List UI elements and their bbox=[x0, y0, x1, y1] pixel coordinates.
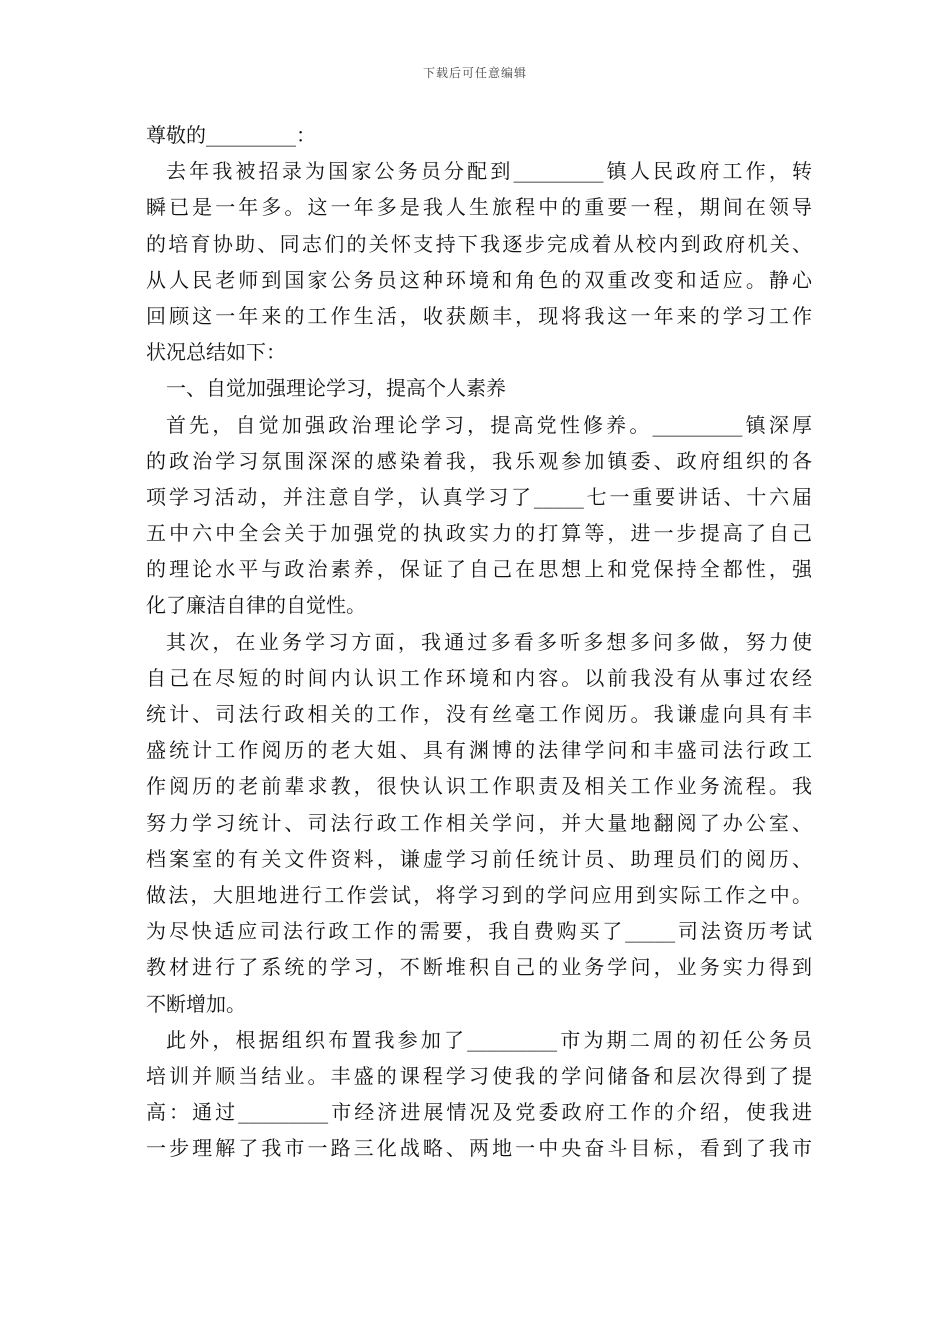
document-line: 的政治学习氛围深深的感染着我，我乐观参加镇委、政府组织的各 bbox=[146, 448, 812, 473]
document-line: 一、自觉加强理论学习，提高个人素养 bbox=[166, 376, 506, 401]
document-line: 高：通过_________市经济进展情况及党委政府工作的介绍，使我进 bbox=[146, 1100, 812, 1125]
document-line: 教材进行了系统的学习，不断堆积自己的业务学问，业务实力得到 bbox=[146, 955, 812, 980]
page-header-note: 下载后可任意编辑 bbox=[422, 66, 527, 80]
document-line: 的培育协助、同志们的关怀支持下我逐步完成着从校内到政府机关、 bbox=[146, 231, 812, 256]
document-line: 一步理解了我市一路三化战略、两地一中央奋斗目标，看到了我市 bbox=[146, 1136, 812, 1161]
document-line: 其次，在业务学习方面，我通过多看多听多想多问多做，努力使 bbox=[166, 629, 812, 654]
document-line: 化了廉洁自律的自觉性。 bbox=[146, 593, 366, 618]
document-line: 从人民老师到国家公务员这种环境和角色的双重改变和适应。静心 bbox=[146, 267, 812, 292]
document-line: 不断增加。 bbox=[146, 991, 246, 1016]
document-line: 回顾这一年来的工作生活，收获颇丰，现将我这一年来的学习工作 bbox=[146, 303, 812, 328]
document-line: 首先，自觉加强政治理论学习，提高党性修养。_________镇深厚 bbox=[166, 412, 812, 437]
document-line: 统计、司法行政相关的工作，没有丝毫工作阅历。我谦虚向具有丰 bbox=[146, 702, 812, 726]
document-line: 培训并顺当结业。丰盛的课程学习使我的学问储备和层次得到了提 bbox=[146, 1063, 812, 1088]
document-line: 为尽快适应司法行政工作的需要，我自费购买了_____司法资历考试 bbox=[146, 919, 812, 944]
document-line: 的理论水平与政治素养，保证了自己在思想上和党保持全都性，强 bbox=[146, 557, 812, 582]
document-line: 盛统计工作阅历的老大姐、具有渊博的法律学问和丰盛司法行政工 bbox=[146, 738, 812, 763]
document-line: 五中六中全会关于加强党的执政实力的打算等，进一步提高了自己 bbox=[146, 521, 812, 546]
document-line: 瞬已是一年多。这一年多是我人生旅程中的重要一程，期间在领导 bbox=[146, 195, 812, 220]
document-line: 状况总结如下： bbox=[146, 340, 286, 365]
document-line: 自己在尽短的时间内认识工作环境和内容。以前我没有从事过农经 bbox=[146, 665, 812, 690]
document-line: 做法，大胆地进行工作尝试，将学习到的学问应用到实际工作之中。 bbox=[146, 882, 812, 907]
document-line: 努力学习统计、司法行政工作相关学问，并大量地翻阅了办公室、 bbox=[146, 810, 812, 835]
document-body bbox=[146, 117, 812, 1166]
document-line: 此外，根据组织布置我参加了_________市为期二周的初任公务员 bbox=[166, 1027, 812, 1052]
document-line: 档案室的有关文件资料，谦虚学习前任统计员、助理员们的阅历、 bbox=[146, 846, 812, 871]
document-line: 作阅历的老前辈求教，很快认识工作职责及相关工作业务流程。我 bbox=[146, 774, 812, 799]
document-line: 项学习活动，并注意自学，认真学习了_____七一重要讲话、十六届 bbox=[146, 484, 812, 509]
document-line: 去年我被招录为国家公务员分配到_________镇人民政府工作，转 bbox=[166, 159, 812, 184]
document-line: 尊敬的_________： bbox=[146, 123, 316, 147]
